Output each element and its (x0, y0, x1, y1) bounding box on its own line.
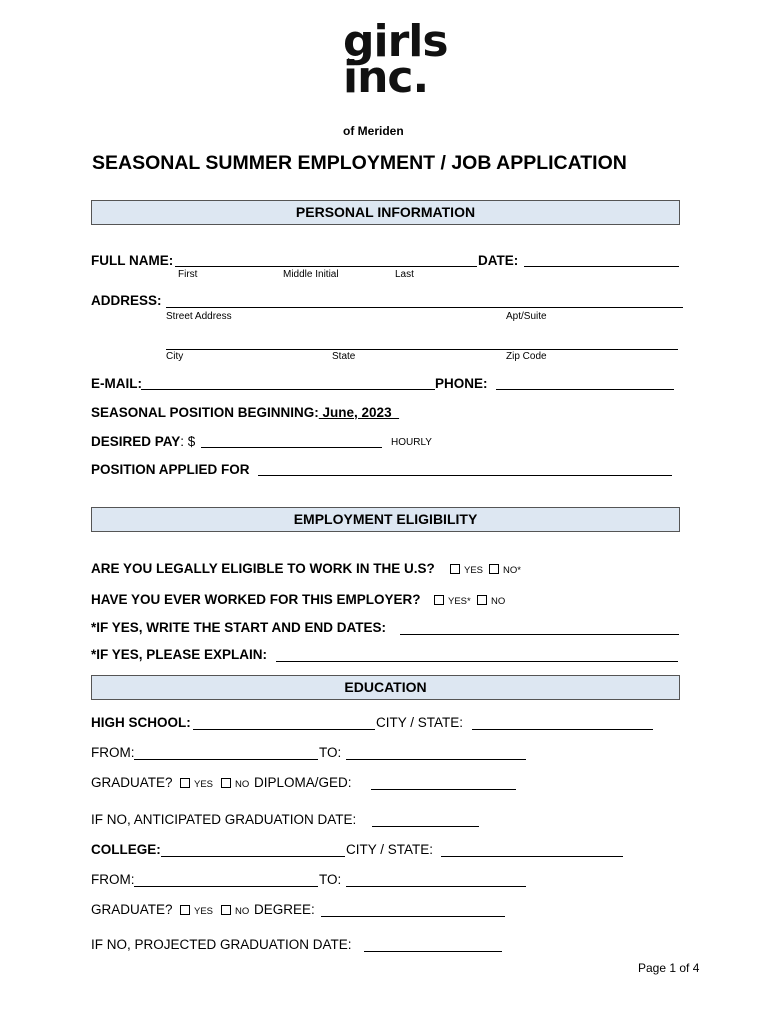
city-state-zip-field[interactable] (166, 349, 678, 350)
desired-pay-field[interactable] (201, 447, 382, 448)
page-number: Page 1 of 4 (638, 961, 700, 975)
college-from-field[interactable] (134, 886, 318, 887)
college-field[interactable] (161, 856, 345, 857)
start-end-dates-field[interactable] (400, 634, 679, 635)
email-field[interactable] (141, 389, 435, 390)
legal-eligibility-yes-label: YES (464, 565, 484, 576)
legal-eligibility-no-label: NO* (503, 565, 521, 576)
worked-before-question: HAVE YOU EVER WORKED FOR THIS EMPLOYER? (91, 592, 421, 607)
high-school-from-field[interactable] (134, 759, 318, 760)
section-header-education: EDUCATION (91, 675, 680, 700)
logo-line-2: inc. (343, 52, 429, 103)
high-school-city-state-field[interactable] (472, 729, 653, 730)
position-beginning-text: SEASONAL POSITION BEGINNING: (91, 405, 319, 420)
high-school-to-field[interactable] (346, 759, 526, 760)
anticipated-graduation-field[interactable] (372, 826, 479, 827)
high-school-city-state-label: CITY / STATE: (376, 715, 464, 730)
high-school-to-label: TO: (319, 745, 342, 760)
worked-before-no-label: NO (491, 596, 506, 607)
worked-before-yes-label: YES* (448, 596, 471, 607)
diploma-ged-field[interactable] (371, 789, 516, 790)
desired-pay-label (91, 434, 195, 449)
section-header-eligibility: EMPLOYMENT ELIGIBILITY (91, 507, 680, 532)
college-graduate-no-label: NO (235, 906, 250, 917)
date-label: DATE: (478, 253, 519, 268)
projected-graduation-field[interactable] (364, 951, 502, 952)
state-hint: State (332, 351, 356, 362)
first-name-hint: First (178, 269, 198, 280)
high-school-graduate-label: GRADUATE? (91, 775, 173, 790)
projected-graduation-label: IF NO, PROJECTED GRADUATION DATE: (91, 937, 352, 952)
high-school-graduate-yes-checkbox[interactable] (180, 778, 190, 788)
high-school-field[interactable] (193, 729, 375, 730)
high-school-label: HIGH SCHOOL: (91, 715, 191, 730)
college-graduate-yes-checkbox[interactable] (180, 905, 190, 915)
org-subtitle: of Meriden (343, 124, 404, 138)
high-school-from-label: FROM: (91, 745, 135, 760)
worked-before-yes-checkbox[interactable] (434, 595, 444, 605)
hourly-label: HOURLY (391, 437, 432, 448)
apt-suite-hint: Apt/Suite (506, 311, 547, 322)
desired-pay-text: DESIRED PAY (91, 434, 181, 449)
phone-label: PHONE: (435, 376, 488, 391)
degree-field[interactable] (321, 916, 505, 917)
legal-eligibility-no-checkbox[interactable] (489, 564, 499, 574)
position-applied-field[interactable] (258, 475, 672, 476)
page-title: SEASONAL SUMMER EMPLOYMENT / JOB APPLICATION (92, 152, 627, 174)
street-address-hint: Street Address (166, 311, 232, 322)
anticipated-graduation-label: IF NO, ANTICIPATED GRADUATION DATE: (91, 812, 357, 827)
street-address-field[interactable] (166, 307, 683, 308)
phone-field[interactable] (496, 389, 674, 390)
full-name-label: FULL NAME: (91, 253, 174, 268)
last-name-hint: Last (395, 269, 414, 280)
position-beginning-label (91, 405, 399, 420)
college-to-label: TO: (319, 872, 342, 887)
city-hint: City (166, 351, 184, 362)
full-name-field[interactable] (175, 266, 477, 267)
college-from-label: FROM: (91, 872, 135, 887)
college-graduate-yes-label: YES (194, 906, 214, 917)
high-school-graduate-no-checkbox[interactable] (221, 778, 231, 788)
explain-label: *IF YES, PLEASE EXPLAIN: (91, 647, 268, 662)
legal-eligibility-yes-checkbox[interactable] (450, 564, 460, 574)
explain-field[interactable] (276, 661, 678, 662)
section-header-personal: PERSONAL INFORMATION (91, 200, 680, 225)
position-applied-label: POSITION APPLIED FOR (91, 462, 250, 477)
high-school-graduate-yes-label: YES (194, 779, 214, 790)
degree-label: DEGREE: (254, 902, 315, 917)
start-end-dates-label: *IF YES, WRITE THE START AND END DATES: (91, 620, 387, 635)
legal-eligibility-question: ARE YOU LEGALLY ELIGIBLE TO WORK IN THE U.S? (91, 561, 435, 576)
worked-before-no-checkbox[interactable] (477, 595, 487, 605)
address-label: ADDRESS: (91, 293, 162, 308)
date-field[interactable] (524, 266, 679, 267)
college-city-state-field[interactable] (441, 856, 623, 857)
position-beginning-value: June, 2023 (318, 405, 400, 420)
college-graduate-no-checkbox[interactable] (221, 905, 231, 915)
zip-code-hint: Zip Code (506, 351, 547, 362)
college-to-field[interactable] (346, 886, 526, 887)
high-school-graduate-no-label: NO (235, 779, 250, 790)
college-graduate-label: GRADUATE? (91, 902, 173, 917)
desired-pay-currency: : $ (180, 434, 196, 449)
logo-line-1: girls (343, 16, 448, 67)
diploma-ged-label: DIPLOMA/GED: (254, 775, 352, 790)
college-city-state-label: CITY / STATE: (346, 842, 434, 857)
college-label: COLLEGE: (91, 842, 161, 857)
email-label: E-MAIL: (91, 376, 142, 391)
middle-initial-hint: Middle Initial (283, 269, 339, 280)
girls-inc-logo (343, 16, 448, 103)
